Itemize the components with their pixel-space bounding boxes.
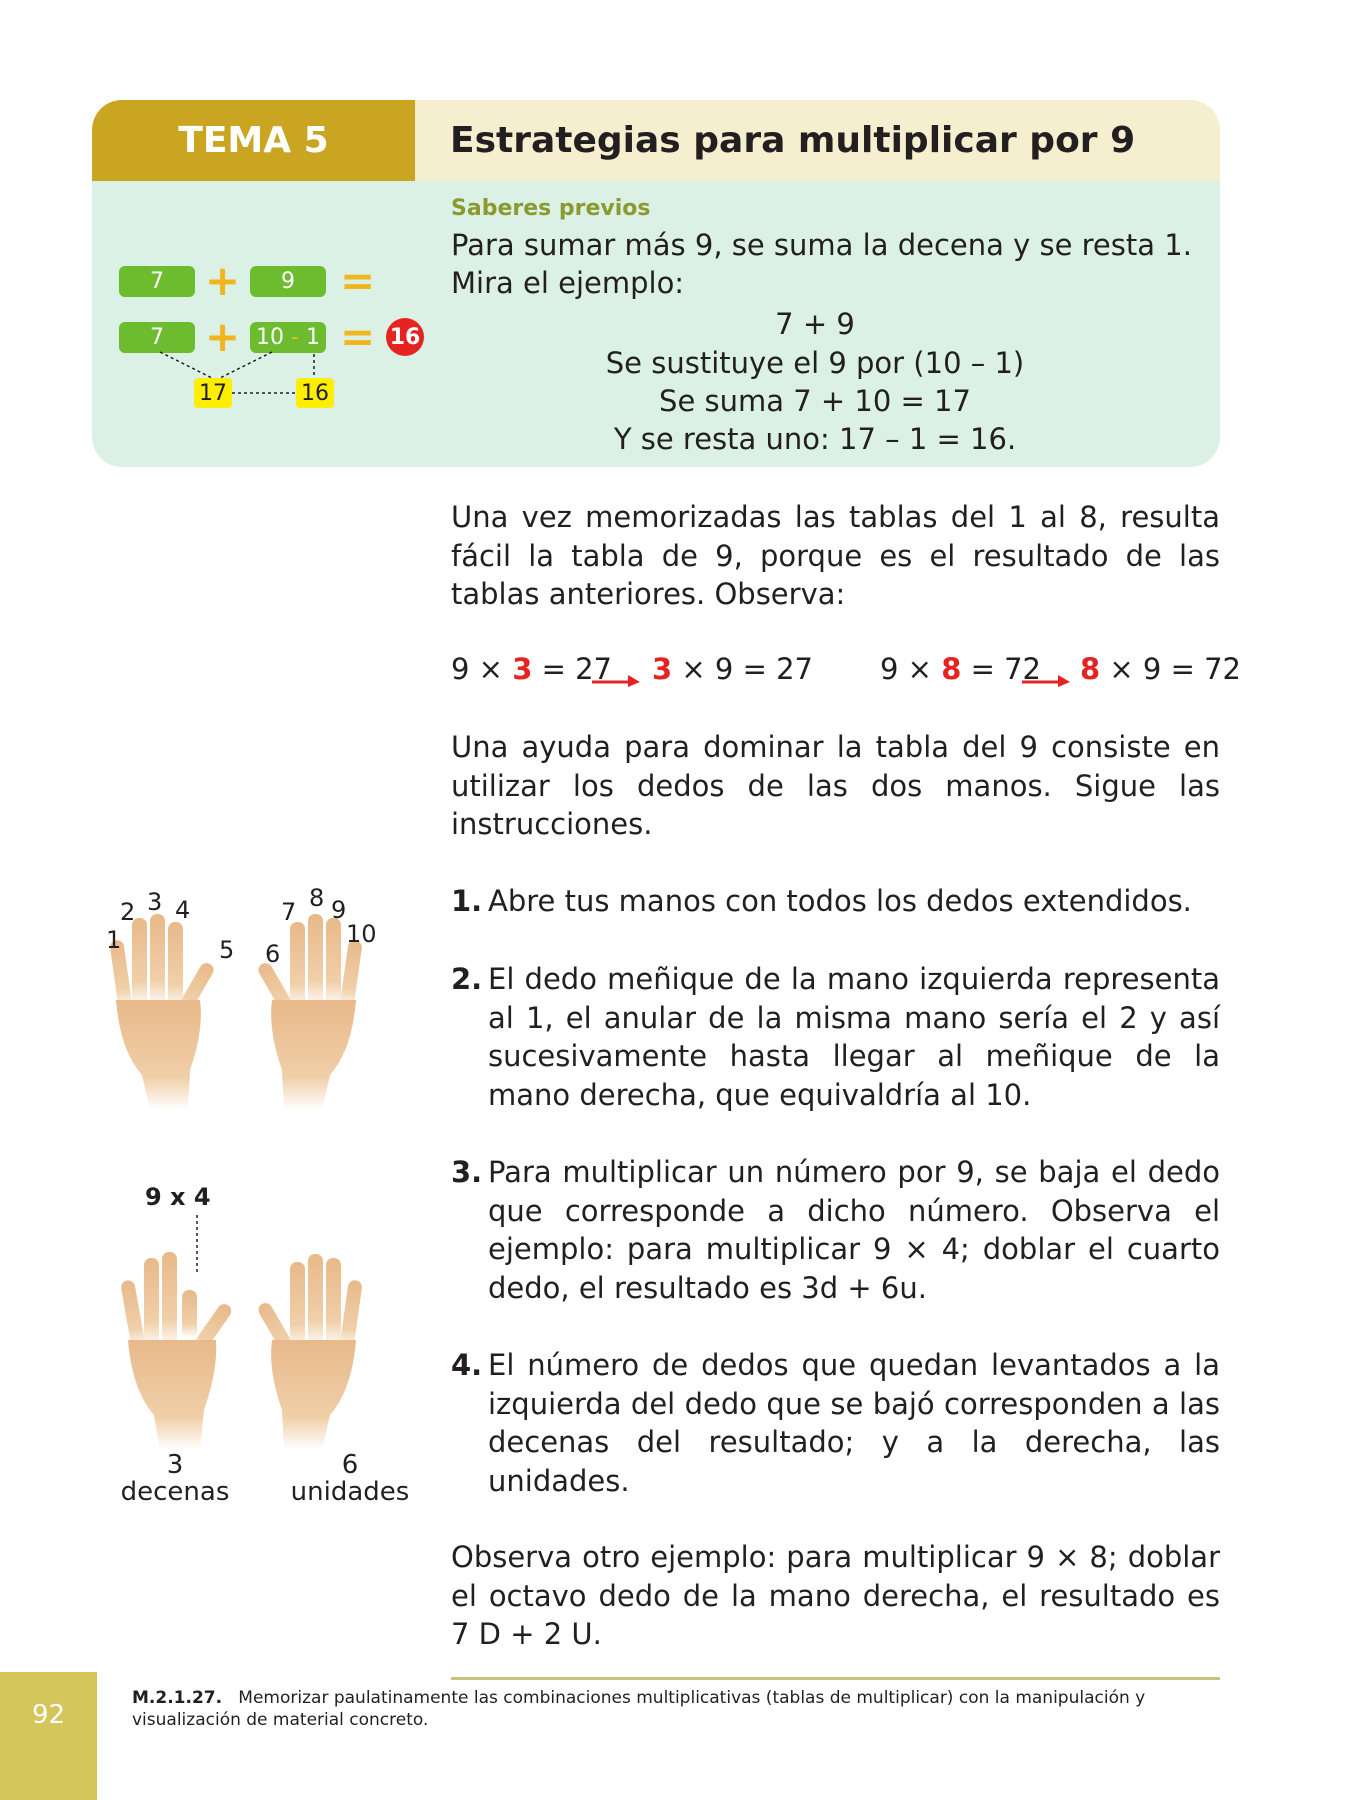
- equation-3: [880, 652, 1041, 686]
- instruction-number: 4.: [451, 1348, 483, 1382]
- diagram-box-7b: 7: [119, 322, 195, 353]
- finger-label-8: 8: [309, 884, 325, 912]
- yellow-box-17: 17: [194, 378, 232, 408]
- result-circle: 16: [386, 318, 424, 356]
- finger-label-3: 3: [147, 888, 163, 916]
- saberes-center-4: Y se resta uno: 17 – 1 = 16.: [613, 422, 1017, 456]
- eq3-red: 8: [941, 652, 962, 686]
- equation-2: [652, 652, 813, 686]
- saberes-line-1: Para sumar más 9, se suma la decena y se resta 1.: [451, 228, 1192, 262]
- units-word: unidades: [290, 1477, 410, 1507]
- equation-4: [1080, 652, 1241, 686]
- arrow-icon: [590, 670, 642, 688]
- open-hands-illustration: [100, 900, 370, 1110]
- saberes-center-1: 7 + 9: [775, 307, 855, 341]
- saberes-heading: Saberes previos: [451, 196, 651, 221]
- eq1-pre: 9 ×: [451, 652, 513, 686]
- one-value: 1: [305, 325, 320, 350]
- hands-intro-paragraph: Una ayuda para dominar la tabla del 9 consiste en utilizar los dedos de las dos manos. Sigue las instrucciones.: [451, 730, 1220, 841]
- diagram-box-9: 9: [250, 266, 326, 297]
- footer-text: Memorizar paulatinamente las combinaciones multiplicativas (tablas de multiplicar) con la manipulación y visualización de material concreto.: [132, 1688, 1146, 1730]
- instruction-number: 2.: [451, 962, 483, 996]
- footer-rule: [451, 1677, 1220, 1680]
- instruction-4: [451, 1346, 1220, 1500]
- final-example-paragraph: Observa otro ejemplo: para multiplicar 9 × 8; doblar el octavo dedo de la mano derecha, el resultado es 7 D + 2 U.: [451, 1540, 1220, 1651]
- intro-paragraph: Una vez memorizadas las tablas del 1 al 8, resulta fácil la tabla de 9, porque es el resultado de las tablas anteriores. Observa:: [451, 500, 1220, 611]
- eq1-red: 3: [512, 652, 533, 686]
- finger-label-5: 5: [219, 936, 235, 964]
- finger-label-9: 9: [331, 896, 347, 924]
- page-title: Estrategias para multiplicar por 9: [450, 120, 1136, 161]
- instruction-text: Para multiplicar un número por 9, se baja el dedo que corresponde a dicho número. Observa el ejemplo: para multiplicar 9 × 4; doblar el cuarto dedo, el resultado es 3d + 6u.: [488, 1155, 1220, 1305]
- finger-label-7: 7: [281, 898, 297, 926]
- instruction-number: 1.: [451, 884, 483, 918]
- yellow-box-16: 16: [296, 378, 334, 408]
- instruction-text: El dedo meñique de la mano izquierda representa al 1, el anular de la misma mano sería el 2 y así sucesivamente hasta llegar al meñique de la mano derecha, que equivaldría al 10.: [488, 962, 1220, 1112]
- footer-code: M.2.1.27.: [132, 1688, 223, 1708]
- diagram-box-7: 7: [119, 266, 195, 297]
- finger-label-4: 4: [175, 896, 191, 924]
- instruction-text: El número de dedos que quedan levantados a la izquierda del dedo que se bajó corresponden a las decenas del resultado; y a la derecha, las unidades.: [488, 1348, 1220, 1498]
- finger-label-10: 10: [346, 920, 377, 948]
- instruction-number: 3.: [451, 1155, 483, 1189]
- diagram-box-10-1: [250, 322, 326, 353]
- example-label: 9 x 4: [145, 1183, 211, 1211]
- instruction-text: Abre tus manos con todos los dedos extendidos.: [488, 884, 1192, 918]
- eq4-red: 8: [1080, 652, 1101, 686]
- tens-count: 3: [166, 1450, 184, 1480]
- saberes-line-2: Mira el ejemplo:: [451, 266, 685, 300]
- saberes-center-3: Se suma 7 + 10 = 17: [659, 384, 971, 418]
- page-number-tab: [0, 1672, 97, 1800]
- equals-sign-2: =: [340, 312, 376, 361]
- minus-sign: -: [284, 325, 306, 350]
- eq3-pre: 9 ×: [880, 652, 942, 686]
- units-count: 6: [341, 1450, 359, 1480]
- finger-label-1: 1: [106, 926, 122, 954]
- footer-note: [132, 1687, 1220, 1731]
- equation-1: [451, 652, 612, 686]
- eq2-post: × 9 = 27: [672, 652, 814, 686]
- ten-value: 10: [256, 325, 285, 350]
- folded-finger-hands-illustration: [120, 1240, 380, 1450]
- eq4-post: × 9 = 72: [1100, 652, 1242, 686]
- eq3-post: = 72: [961, 652, 1042, 686]
- tens-word: decenas: [120, 1477, 230, 1507]
- tema-label: TEMA 5: [178, 120, 329, 161]
- saberes-center-2: Se sustituye el 9 por (10 – 1): [605, 346, 1025, 380]
- page-number: 92: [31, 1700, 66, 1730]
- finger-label-2: 2: [120, 898, 136, 926]
- equals-sign: =: [340, 256, 376, 305]
- eq2-red: 3: [652, 652, 673, 686]
- arrow-icon-2: [1020, 670, 1072, 688]
- instruction-1: [451, 882, 1220, 921]
- finger-label-6: 6: [265, 940, 281, 968]
- eq1-post: = 27: [532, 652, 613, 686]
- plus-sign: +: [205, 256, 241, 305]
- plus-sign-2: +: [205, 312, 241, 361]
- instruction-2: [451, 960, 1220, 1114]
- instruction-3: [451, 1153, 1220, 1307]
